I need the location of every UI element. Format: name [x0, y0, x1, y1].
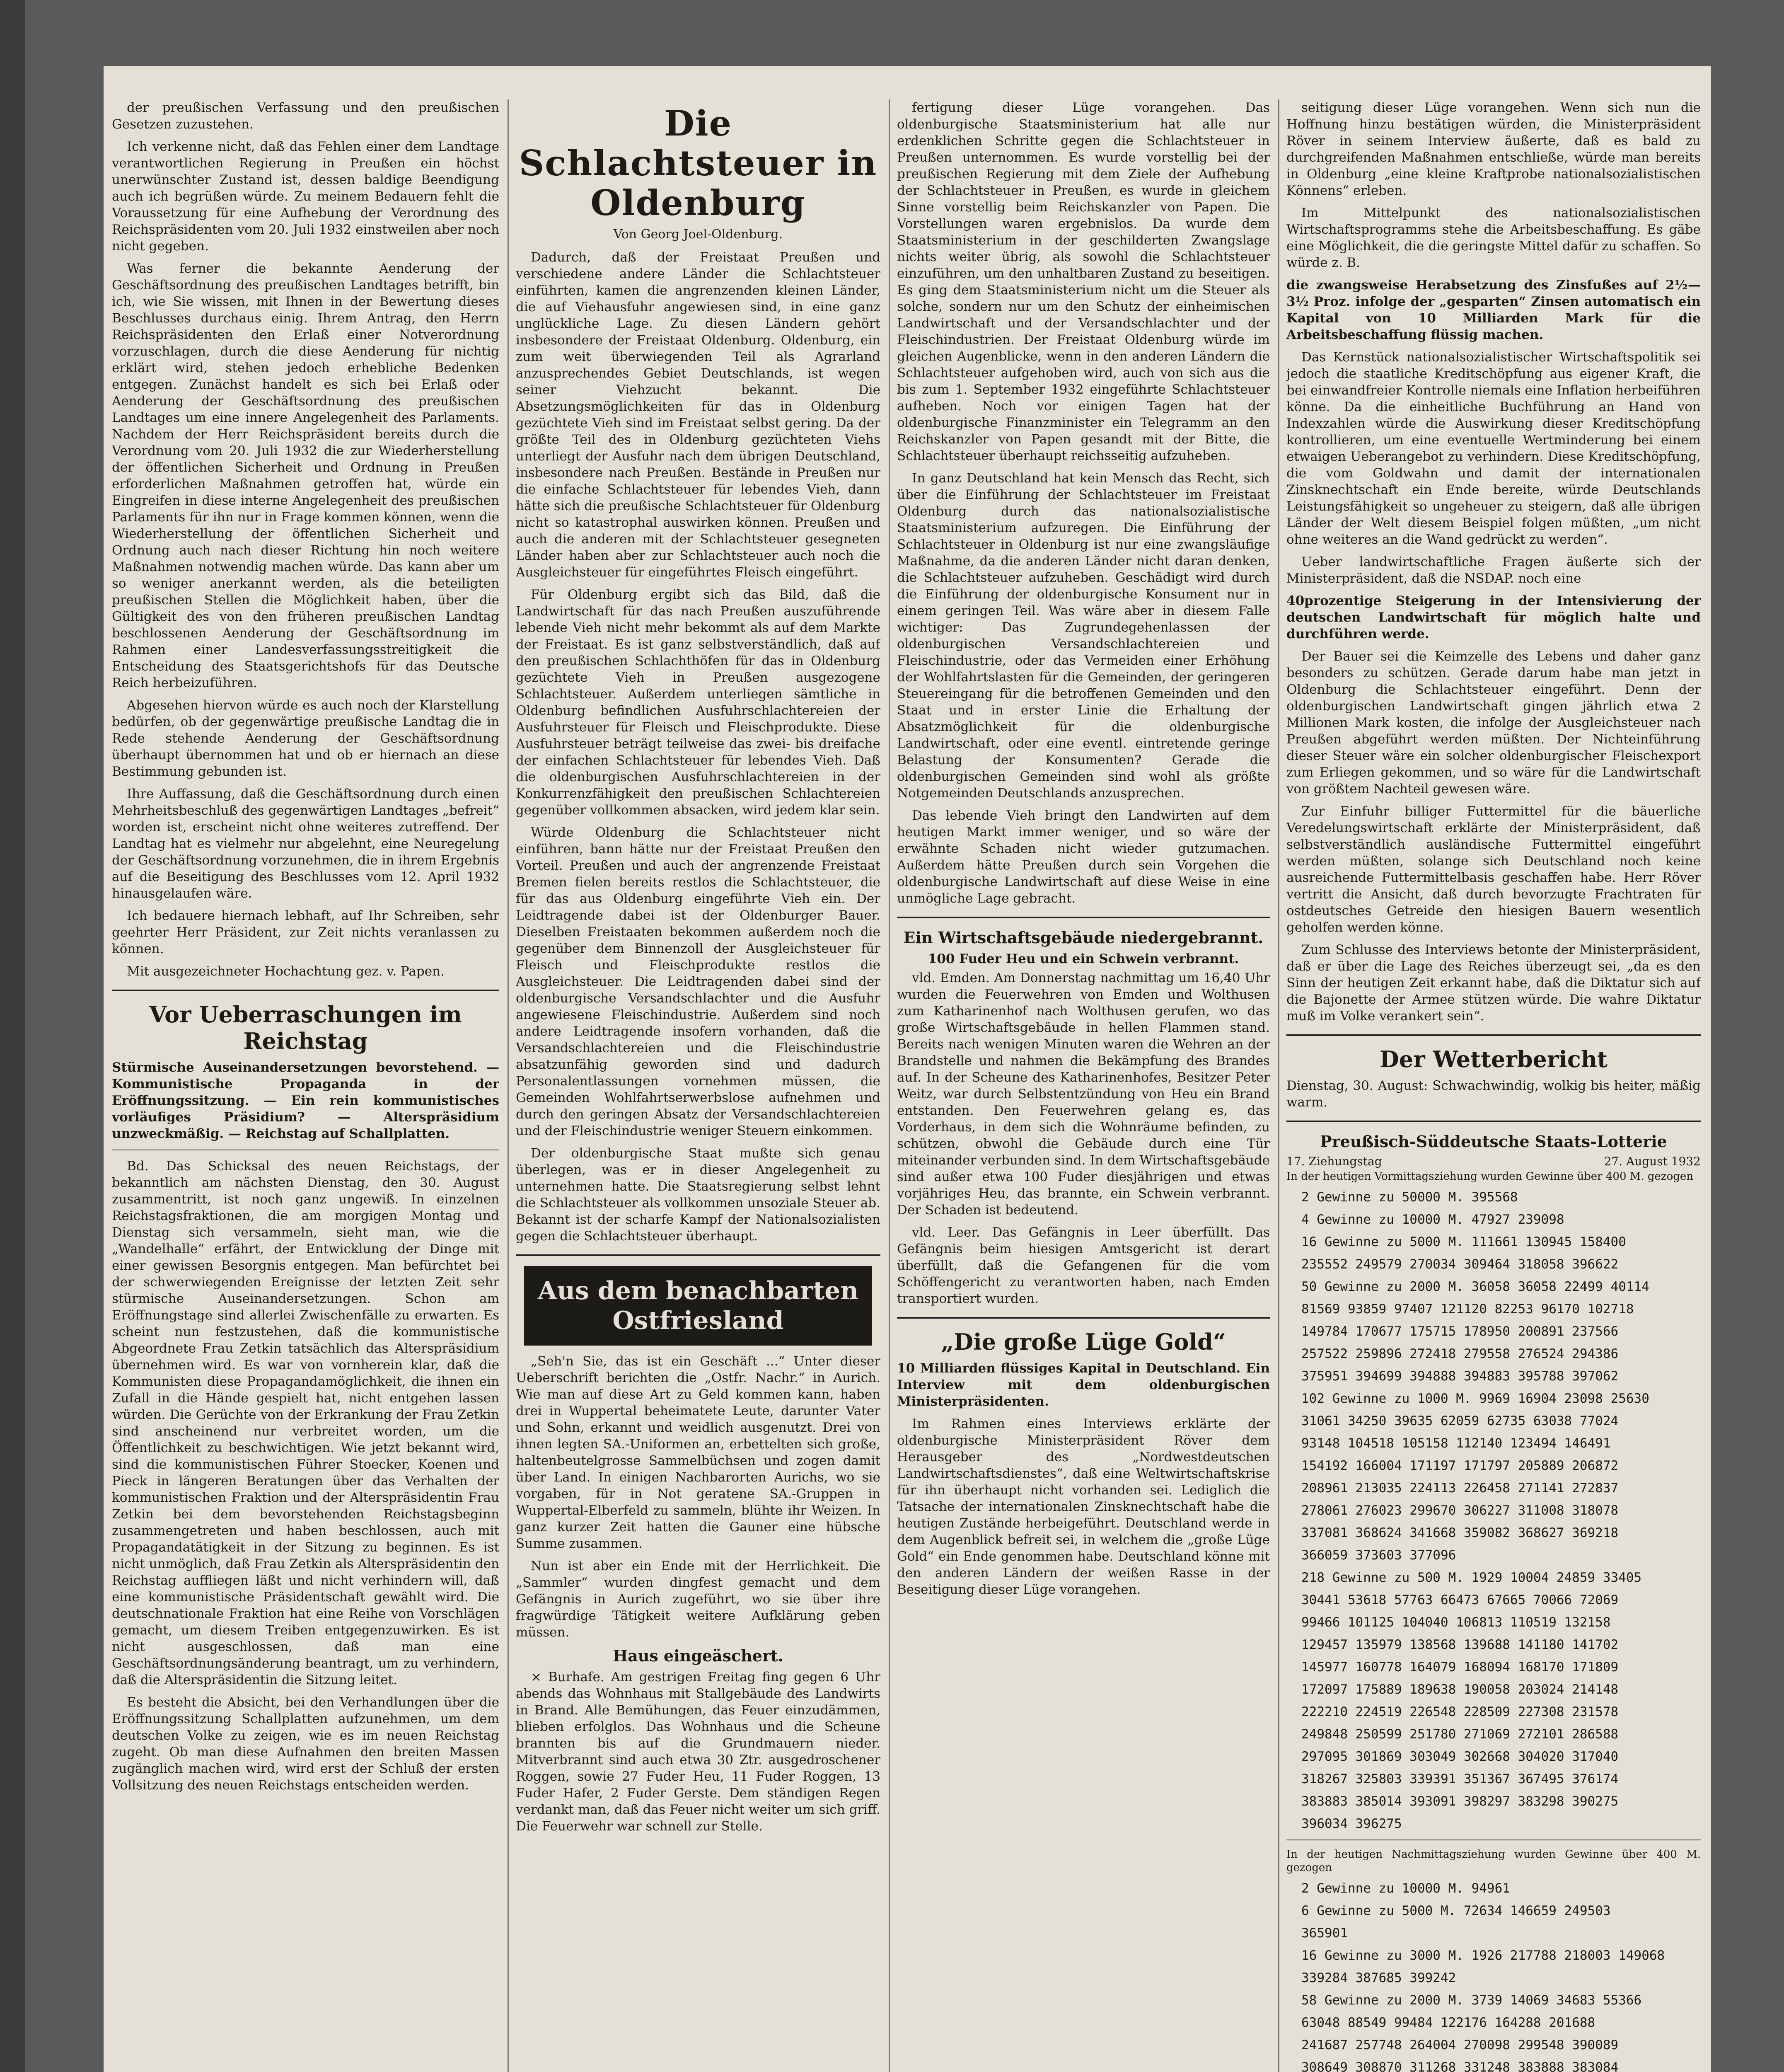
paragraph: Was ferner die bekannte Aenderung der Geschäftsordnung des preußischen Landtages betrifft, bin ich, wie Sie wissen, mit Ihnen in der Bewertung dieses Beschlusses durchaus einig. Ihrem Antrag, den Herrn Reichspräsidenten den Erlaß einer Notverordnung vorzuschlagen, durch die diese Aenderung für nichtig erklärt wird, stehen jedoch erhebliche Bedenken entgegen. Zunächst handelt es sich bei Erlaß oder Aenderung der Geschäftsordnung des preußischen Landtages um eine innere Angelegenheit des Parlaments. Nachdem der Herr Reichspräsident bereits durch die Verordnung vom 20. Juli 1932 die zur Wiederherstellung der öffentlichen Sicherheit und Ordnung in Preußen erforderlichen Maßnahmen getroffen hat, würde ein Eingreifen in diese interne Angelegenheit des preußischen Parlaments für ihn nur in Frage kommen können, wenn die Wiederherstellung der öffentlichen Sicherheit und Ordnung auch nach dieser Richtung hin noch weitere Maßnahmen notwendig machen würde. Das kann aber um so weniger anerkannt werden, als die beteiligten preußischen Stellen die Möglichkeit haben, über die Gültigkeit des von den früheren preußischen Landtag beschlossenen Aenderung der Geschäftsordnung im Rahmen einer Landesverfassungsstreitigkeit die Entscheidung des Staatsgerichtshofs für das Deutsche Reich herbeizuführen. [112, 261, 499, 690]
divider [897, 1317, 1270, 1319]
article-body-gold [897, 1416, 1270, 1598]
paragraph: Der Bauer sei die Keimzelle des Lebens und daher ganz besonders zu schützen. Gerade darum habe man jetzt in Oldenburg die Schlachtsteuer eingeführt. Denn der oldenburgischen Landwirtschaft gingen jährlich etwa 2 Millionen Mark kosten, die infolge der Ausgleichsteuer nach Preußen abgeführt werden müßten. Der Nichteinführung dieser Steuer wäre ein solcher oldenburgischer Fleischexport zum Erliegen gekommen, und so wäre für die Landwirtschaft von größtem Nachteil gewesen wäre. [1286, 649, 1701, 796]
lottery-row: 222210 224519 226548 228509 227308 231578 [1301, 1704, 1619, 1719]
paragraph: der preußischen Verfassung und den preußischen Gesetzen zuzustehen. [112, 100, 499, 132]
paragraph: Der oldenburgische Staat mußte sich genau überlegen, was er in dieser Angelegenheit zu unternehmen hatte. Die Staatsregierung selbst lehnt die Schlachtsteuer als vollkommen unsoziale Steuer ab. Bekannt ist der scharfe Kampf der Nationalsozialisten gegen die Schlachtsteuer überhaupt. [516, 1146, 880, 1244]
lottery-row: 365901 [1301, 1926, 1348, 1941]
article-body-notices [897, 970, 1270, 1307]
headline-wirtschaftsgebaeude: Ein Wirtschaftsgebäude niedergebrannt. [903, 928, 1264, 947]
lottery-row: 50 Gewinne zu 2000 M. 36058 36058 22499 40114 [1301, 1279, 1649, 1294]
paragraph: Es besteht die Absicht, bei den Verhandlungen über die Eröffnungssitzung Schallplatten aufzunehmen, um dem deutschen Volke zu zeigen, wie es im neuen Reichstag zugeht. Ob man diese Aufnahmen den breiten Massen zugänglich machen wird, wird erst der Schluß der ersten Vollsitzung des neuen Reichstags entscheiden werden. [112, 1695, 499, 1793]
lottery-intro-am: In der heutigen Vormittagsziehung wurden Gewinne über 400 M. gezogen [1286, 1170, 1694, 1183]
lottery-row: 278061 276023 299670 306227 311008 318078 [1301, 1503, 1619, 1518]
highlight-zinsfuss: die zwangsweise Herabsetzung des Zinsfußes auf 2½—3½ Proz. infolge der „gesparten“ Zinsen automatisch ein Kapital von 10 Milliarden Mark für die Arbeitsbeschaffung flüssig machen. [1286, 278, 1701, 342]
lottery-row: 145977 160778 164079 168094 168170 171809 [1301, 1660, 1619, 1675]
paragraph: Ueber landwirtschaftliche Fragen äußerte sich der Ministerpräsident, daß die NSDAP. noch eine [1286, 554, 1701, 586]
divider [897, 917, 1270, 918]
lottery-row: 337081 368624 341668 359082 368627 369218 [1301, 1525, 1619, 1540]
paragraph: „Seh'n Sie, das ist ein Geschäft ...“ Unter dieser Ueberschrift berichten die „Ostfr. Nachr.“ in Aurich. Wie man auf diese Art zu Geld kommen kann, haben drei in Wuppertal beheimatete Leute, darunter Vater und Sohn, erkannt und weidlich ausgenutzt. Drei von ihnen legten SA.-Uniformen an, erbettelten sich große, haltenbeutelgrosse Sammelbüchsen und zogen damit über Land. In einigen Nachbarorten Aurichs, wo sie vorgaben, für in Not geratene SA.-Gruppen in Wuppertal-Elberfeld zu sammeln, blühte ihr Weizen. In ganz kurzer Zeit hatten die Gauner eine hübsche Summe zusammen. [516, 1354, 880, 1551]
lottery-row: 81569 93859 97407 121120 82253 96170 102718 [1301, 1302, 1634, 1317]
headline-lotterie: Preußisch-Süddeutsche Staats-Lotterie [1320, 1132, 1667, 1151]
column-4 [1286, 99, 1701, 2072]
lottery-row: 366059 373603 377096 [1301, 1548, 1456, 1563]
paragraph: × Burhafe. Am gestrigen Freitag fing gegen 6 Uhr abends das Wohnhaus mit Stallgebäude des Landwirts in Brand. Alle Bemühungen, das Feuer einzudämmen, blieben erfolglos. Das Wohnhaus und die Scheune brannten bis auf die Grundmauern nieder. Mitverbrannt sind auch etwa 30 Ztr. ausgedroschener Roggen, sowie 27 Fuder Heu, 11 Fuder Roggen, 13 Fuder Hafer, 2 Fuder Gerste. Dem ständigen Regen verdankt man, daß das Feuer nicht weiter um sich griff. Die Feuerwehr war schnell zur Stelle. [516, 1670, 880, 1834]
headline-wetterbericht: Der Wetterbericht [1380, 1046, 1608, 1072]
paragraph: Für Oldenburg ergibt sich das Bild, daß die Landwirtschaft für das nach Preußen auszuführende lebende Vieh nicht mehr bekommt als auf dem Markte der Freistaat. Es ist ganz selbstverständlich, daß auf den preußischen Schlachthöfen für das in Oldenburg gezüchtete Vieh in Preußen ausgezogene Schlachtsteuer. Außerdem unterliegen sämtliche in Oldenburg befindlichen Ausfuhrschlachtereien der Ausfuhrsteuer für Fleisch und Fleischprodukte. Diese Ausfuhrsteuer beträgt teilweise das zwei- bis dreifache der einfachen Schlachtsteuer für lebendes Vieh. Daß die oldenburgischen Ausfuhrschlachtereien in der Konkurrenzfähigkeit den preußischen Schlachtereien gegenüber vollkommen absacken, wird jedem klar sein. [516, 587, 880, 818]
lottery-row: 241687 257748 264004 270098 299548 390089 [1301, 2038, 1619, 2053]
lottery-row: 375951 394699 394888 394883 395788 397062 [1301, 1369, 1619, 1384]
lottery-row: 58 Gewinne zu 2000 M. 3739 14069 34683 55366 [1301, 1993, 1642, 2008]
paragraph: Das lebende Vieh bringt den Landwirten auf dem heutigen Markt immer weniger, und so wäre der erwähnte Schaden nicht wieder gutzumachen. Außerdem hätte Preußen durch sein Vorgehen die oldenburgische Landwirtschaft auf diese Weise in eine unmögliche Lage gebracht. [897, 808, 1270, 906]
lottery-row: 318267 325803 339391 351367 367495 376174 [1301, 1772, 1619, 1786]
article-continuation-interview [1286, 99, 1701, 271]
headline-luege-gold: „Die große Lüge Gold“ [941, 1329, 1226, 1355]
paragraph: fertigung dieser Lüge vorangehen. Das oldenburgische Staatsministerium hat alle nur erdenklichen Schritte gegen die Schlachtsteuer in Preußen unternommen. Es wurde vorstellig bei der preußischen Regierung mit dem Ziele der Aufhebung der Schlachtsteuer in Preußen, es wurde in gleichem Sinne vorstellig beim Reichskanzler von Papen. Die Vorstellungen waren ergebnislos. Da wurde dem Staatsministerium in der geschilderten Zwangslage nichts weiter übrig, als sowohl die Schlachtsteuer einzuführen, um den unhaltbaren Zustand zu beseitigen. Es ging dem Staatsministerium nicht um die Steuer als solche, sondern nur um den Schutz der einheimischen Landwirtschaft und der Versandschlachter und der Fleischindustrien. Der Freistaat Oldenburg würde im gleichen Augenblicke, wenn in den anderen Ländern die Schlachtsteuer aufgehoben wird, auch von sich aus die bis zum 1. September 1932 eingeführte Schlachtsteuer aufheben. Noch vor einigen Tagen hat der oldenburgische Finanzminister ein Telegramm an den Reichskanzler von Papen gesandt mit der Bitte, die Schlachtsteuer überhaupt reichsseitig aufzuheben. [897, 100, 1270, 463]
lottery-row: 218 Gewinne zu 500 M. 1929 10004 24859 33405 [1301, 1570, 1642, 1585]
lottery-row: 208961 213035 224113 226458 271141 272837 [1301, 1481, 1619, 1496]
lottery-day: 17. Ziehungstag [1286, 1155, 1382, 1168]
lottery-row: 4 Gewinne zu 10000 M. 47927 239098 [1301, 1212, 1564, 1227]
headline-schlachtsteuer: Die Schlachtsteuer in Oldenburg [519, 103, 877, 223]
paragraph: Bd. Das Schicksal des neuen Reichstags, der bekanntlich am nächsten Dienstag, den 30. August zusammentritt, ist noch ganz ungewiß. In einzelnen Reichstagsfraktionen, die am morgigen Montag und Dienstag sich versammeln, sieht man, wie die „Wandelhalle“ erfährt, der Entwicklung der Dinge mit einer gewissen Besorgnis entgegen. Man befürchtet bei der schwerwiegenden Ereignisse der letzten Zeit sehr stürmische Auseinandersetzungen. Schon am Eröffnungstage sind allerlei Zwischenfälle zu erwarten. Es scheint nun festzustehen, daß die kommunistische Abgeordnete Frau Zetkin tatsächlich das Alterspräsidium übernehmen wird. Es war von vornherein klar, daß die Kommunisten diese Propagandamöglichkeit, die ihnen ein Zufall in die Hände gespielt hat, nicht entgehen lassen würden. Die Gerüchte von der Erkrankung der Frau Zetkin sind anscheinend nur verbreitet worden, um die Öffentlichkeit zu beschwichtigen. Wie jetzt bekannt wird, sind die kommunistischen Führer Stoecker, Koenen und Pieck in längeren Beratungen über das Verhalten der kommunistischen Fraktion und der Alterspräsidentin Frau Zetkin bei dem bevorstehenden Reichstagsbeginn zusammengetreten und haben beschlossen, auch mit Propagandatätigkeit in der Sitzung zu beginnen. Es ist nicht unmöglich, daß Frau Zetkin als Alterspräsidentin den Reichstag auffliegen läßt und nicht verhindern will, daß eine kommunistische Präsidentschaft gewählt wird. Die deutschnationale Fraktion hat eine Reihe von Vorschlägen gemacht, um diesem Treiben entgegenzuwirken. Es ist nicht ausgeschlossen, daß man eine Geschäftsordnungsänderung beantragt, um zu verhindern, daß die Alterspräsidentin die Sitzung leitet. [112, 1159, 499, 1687]
lottery-row: 93148 104518 105158 112140 123494 146491 [1301, 1436, 1611, 1451]
lottery-row: 129457 135979 138568 139688 141180 141702 [1301, 1637, 1619, 1652]
lottery-row: 154192 166004 171197 171797 205889 206872 [1301, 1458, 1619, 1473]
article-body-reichstag [112, 1158, 499, 1794]
divider [112, 990, 499, 991]
newspaper-page [104, 66, 1711, 2072]
lottery-row: 99466 101125 104040 106813 110519 132158 [1301, 1615, 1611, 1630]
subheadline-gold: 10 Milliarden flüssiges Kapital in Deutschland. Ein Interview mit dem oldenburgischen Ministerpräsidenten. [897, 1361, 1270, 1409]
paragraph: vld. Emden. Am Donnerstag nachmittag um 16,40 Uhr wurden die Feuerwehren von Emden und Wolthusen zum Katharinenhof nach Wolthusen gerufen, wo das große Wirtschaftsgebäude in hellen Flammen stand. Bereits nach wenigen Minuten waren die Wehren an der Brandstelle und nahmen die Bekämpfung des Brandes auf. In der Scheune des Katharinenhofes, Besitzer Peter Weitz, war durch Selbstentzündung von Heu ein Brand entstanden. Den Feuerwehren gelang es, das Vorderhaus, in dem sich die Wohnräume befinden, zu schützen, obwohl die Gebäude durch eine Tür miteinander verbunden sind. In dem Wirtschaftsgebäude sind außer etwa 100 Fuder diesjährigen und etwas vorjähriges Heu, das brannte, ein Schwein verbrannt. Der Schaden ist bedeutend. [897, 971, 1270, 1218]
article-body-interview-2 [1286, 648, 1701, 1024]
paragraph: Nun ist aber ein Ende mit der Herrlichkeit. Die „Sammler“ wurden dingfest gemacht und dem Gefängnis in Aurich zugeführt, wo sie über ihre fragwürdige Tätigkeit weitere Aufklärung geben müssen. [516, 1559, 880, 1640]
lottery-row: 257522 259896 272418 279558 276524 294386 [1301, 1346, 1619, 1361]
paragraph: Mit ausgezeichneter Hochachtung gez. v. Papen. [127, 964, 445, 979]
lottery-row: 396034 396275 [1301, 1816, 1402, 1831]
divider [1286, 1034, 1701, 1036]
paragraph: Das Kernstück nationalsozialistischer Wirtschaftspolitik sei jedoch die staatliche Kreditschöpfung aus eigener Kraft, die bei einwandfreier Kontrolle niemals eine Inflation herbeiführen könne. Da die einheitliche Buchführung an Hand von Indexzahlen würde die Auswirkung dieser Kreditschöpfung kontrollieren, um eine eventuelle Wertminderung bei einem etwaigen Ueberangebot zu verhindern. Diese Kreditschöpfung, die vom Goldwahn und damit der internationalen Zinsknechtschaft ein Ende bereite, würde Deutschlands Leistungsfähigkeit so ungeheuer zu steigern, daß alle übrigen Länder der Welt diesem Beispiel folgen müßten, „um nicht ohne weiteres an die Wand gedrückt zu werden“. [1286, 350, 1701, 547]
paragraph: Zum Schlusse des Interviews betonte der Ministerpräsident, daß er über die Lage des Reiches überzeugt sei, „da es den Sinn der heutigen Zeit erkannt habe, daß die Diktatur sich auf die Bajonette der Armee stützen würde. Die wahre Diktatur muß im Volke verankert sein“. [1286, 942, 1701, 1024]
paragraph: Würde Oldenburg die Schlachtsteuer nicht einführen, bann hätte nur der Freistaat Preußen den Vorteil. Preußen und auch der angrenzende Freistaat Bremen fielen bereits restlos die Schlachtsteuer, die für das aus Oldenburg eingeführte Vieh ein. Der Leidtragende dabei ist der Oldenburger Bauer. Dieselben Freistaaten bekommen außerdem noch die gegenüber dem Binnenzoll der Ausgleichsteuer für Fleisch und Fleischprodukte restlos die Ausgleichsteuer. Die Leidtragenden dabei sind der oldenburgische Versandschlachter und die Ausfuhr angewiesene Fleischindustrie. Außerdem sind noch andere Leidtragende insofern vorhanden, daß die Versandschlachtereien und die Fleischindustrie absatzunfähig geworden sind und dadurch Personalentlassungen vornehmen müssen, die Gemeinden Wohlfahrtserwerbslose aufnehmen und durch den geringen Absatz der Versandschlachtereien und der Fleischindustrie weniger Steuern einkommen. [516, 825, 880, 1138]
weather-text: Dienstag, 30. August: Schwachwindig, wolkig bis heiter, mäßig warm. [1286, 1078, 1701, 1110]
divider [516, 1254, 880, 1256]
lottery-row: 2 Gewinne zu 10000 M. 94961 [1301, 1881, 1510, 1896]
column-divider [508, 99, 509, 2072]
headline-reichstag: Vor Ueberraschungen im Reichstag [149, 1001, 462, 1054]
lottery-results-am [1286, 1189, 1701, 1832]
column-divider [1278, 99, 1279, 2072]
lottery-results-pm [1286, 1880, 1701, 2072]
lottery-row: 102 Gewinne zu 1000 M. 9969 16904 23098 25630 [1301, 1391, 1649, 1406]
paragraph: Ihre Auffassung, daß die Geschäftsordnung durch einen Mehrheitsbeschluß des gegenwärtigen Landtages „befreit“ worden ist, erscheint nicht ohne weiteres zutreffend. Der Landtag hat es vielmehr nur abgelehnt, eine Neuregelung der Geschäftsordnung vorzunehmen, die in ihrem Ergebnis auf die Beseitigung des Beschlusses vom 12. April 1932 hinausgelaufen wäre. [112, 787, 499, 901]
paragraph: Dadurch, daß der Freistaat Preußen und verschiedene andere Länder die Schlachtsteuer einführten, kamen die angrenzenden kleinen Länder, die auf Viehausfuhr angewiesen sind, in eine ganz unglückliche Lage. Zu diesen Ländern gehört insbesondere der Freistaat Oldenburg. Oldenburg, ein zum weit überwiegenden Teil als Agrarland anzusprechendes Gebiet Deutschlands, ist wegen seiner Viehzucht bekannt. Die Absetzungsmöglichkeiten für das in Oldenburg gezüchtete Vieh sind im Freistaat selbst gering. Da der größte Teil des in Oldenburg gezüchteten Viehs unterliegt der Ausfuhr nach dem übrigen Deutschland, insbesondere nach Preußen. Bestände in Preußen nur die einfache Schlachtsteuer für lebendes Vieh, dann hätte sich die preußische Schlachtsteuer für Oldenburg nicht so katastrophal auswirken können. Preußen und auch die anderen mit der Schlachtsteuer gesegneten Länder haben aber zur Schlachtsteuer auch noch die Ausgleichsteuer für eingeführtes Fleisch eingeführt. [516, 250, 880, 580]
section-heading-ostfriesland: Aus dem benachbarten Ostfriesland [524, 1266, 872, 1346]
lottery-row: 30441 53618 57763 66473 67665 70066 72069 [1301, 1593, 1619, 1607]
paragraph: Ich verkenne nicht, daß das Fehlen einer dem Landtage verantwortlichen Regierung in Preußen ein höchst unerwünschter Zustand ist, dessen baldige Beendigung auch ich begrüßen würde. Zu meinem Bedauern fehlt die Voraussetzung für eine Aufhebung der Verordnung des Reichspräsidenten vom 20. Juli 1932 einstweilen aber noch nicht gegeben. [112, 139, 499, 254]
highlight-landwirtschaft: 40prozentige Steigerung in der Intensivierung der deutschen Landwirtschaft für möglich halte und durchführen werde. [1286, 593, 1701, 641]
paragraph: Abgesehen hiervon würde es auch noch der Klarstellung bedürfen, ob der gegenwärtige preußische Landtag die in Rede stehende Aenderung der Geschäftsordnung überhaupt übernommen hat und ob er hiernach an diese Bestimmung gebunden ist. [112, 698, 499, 779]
lottery-intro-pm: In der heutigen Nachmittagsziehung wurden Gewinne über 400 M. gezogen [1286, 1848, 1701, 1874]
lottery-row: 16 Gewinne zu 5000 M. 111661 130945 158400 [1301, 1234, 1626, 1249]
column-divider [889, 99, 890, 2072]
article-body-fire [516, 1669, 880, 1835]
paragraph: Zur Einfuhr billiger Futtermittel für die bäuerliche Veredelungswirtschaft erklärte der Ministerpräsident, daß selbstverständlich ausländische Futtermittel eingeführt werden müßten, solange sich Deutschland noch keine ausreichende Futtermittelbasis geschaffen habe. Herr Röver vertritt die Ansicht, daß durch bevorzugte Frachtraten für ostdeutsches Getreide den hiesigen Bauern wesentlich geholfen werden könne. [1286, 804, 1701, 935]
paragraph: Im Mittelpunkt des nationalsozialistischen Wirtschaftsprogramms stehe die Arbeitsbeschaffung. Es gäbe eine Möglichkeit, die die geringste Mittel dafür zu schaffen. So würde z. B. [1286, 206, 1701, 270]
lottery-row: 63048 88549 99484 122176 164288 201688 [1301, 2015, 1595, 2030]
subheading-haus: Haus eingeäschert. [613, 1646, 783, 1665]
divider [1286, 1121, 1701, 1122]
lottery-row: 383883 385014 393091 398297 383298 390275 [1301, 1794, 1619, 1809]
lottery-row: 235552 249579 270034 309464 318058 396622 [1301, 1257, 1619, 1272]
lottery-row: 172097 175889 189638 190058 203024 214148 [1301, 1682, 1619, 1697]
article-body-interview [1286, 349, 1701, 587]
column-2 [516, 99, 880, 2072]
paragraph: In ganz Deutschland hat kein Mensch das Recht, sich über die Einführung der Schlachtsteuer im Freistaat Oldenburg durch das nationalsozialistische Staatsministerium aufzuregen. Die Einführung der Schlachtsteuer in Oldenburg ist nur eine zwangsläufige Maßnahme, da die anderen Länder nicht daran denken, die Schlachtsteuer aufzuheben. Geschädigt wird durch die Einführung der oldenburgische Konsument nur in einem geringen Teil. Was wäre aber in diesem Falle wichtiger: Das Zugrundegehenlassen der oldenburgischen Versandschlachtereien und Fleischindustrie, oder das Vermeiden einer Erhöhung der Wohlfahrtslasten für die Gemeinden, der geringeren Steuereingang für die betroffenen Gemeinden und den Staat und in erster Linie die Erhaltung der Absatzmöglichkeit für die oldenburgische Landwirtschaft, oder eine eventl. eintretende geringe Belastung der Konsumenten? Gerade die oldenburgischen Gemeinden sind wohl als größte Notgemeinden Deutschlands anzusprechen. [897, 471, 1270, 801]
lottery-row: 249848 250599 251780 271069 272101 286588 [1301, 1727, 1619, 1742]
lottery-date: 27. August 1932 [1604, 1155, 1701, 1168]
article-continuation-schlachtsteuer [897, 99, 1270, 907]
lottery-row: 339284 387685 399242 [1301, 1970, 1456, 1985]
lottery-row: 297095 301869 303049 302668 304020 317040 [1301, 1749, 1619, 1764]
subheadline: 100 Fuder Heu und ein Schwein verbrannt. [928, 951, 1239, 966]
lottery-row: 2 Gewinne zu 50000 M. 395568 [1301, 1190, 1518, 1205]
lottery-date-line [1286, 1155, 1701, 1168]
lottery-row: 308649 308870 311268 331248 383888 383084 [1301, 2060, 1619, 2072]
article-body-ostfriesland [516, 1353, 880, 1641]
paragraph: seitigung dieser Lüge vorangehen. Wenn sich nun die Hoffnung hinzu bestätigen würden, die Ministerpräsident Röver in seinem Interview äußerte, daß es bald zu durchgreifenden Maßnahmen entschließe, würde man bereits in Oldenburg „eine kleine Kraftprobe nationalsozialistischen Könnens“ erleben. [1286, 100, 1701, 198]
column-3 [897, 99, 1270, 2072]
lottery-row: 149784 170677 175715 178950 200891 237566 [1301, 1324, 1619, 1339]
column-1 [112, 99, 499, 2072]
paragraph: Im Rahmen eines Interviews erklärte der oldenburgische Ministerpräsident Röver dem Herausgeber des „Nordwestdeutschen Landwirtschaftsdienstes“, daß eine Weltwirtschaftskrise für ihn überhaupt nicht vorhanden sei. Lediglich die Tatsache der internationalen Zinsknechtschaft habe die heutigen Zustände herbeigeführt. Deutschland werde in dem Augenblick befreit sei, in welchem die „große Lüge Gold“ ein Ende genommen habe. Deutschland könne mit den anderen Ländern der weißen Rasse in der Beseitigung dieser Lüge vorangehen. [897, 1416, 1270, 1597]
lottery-row: 31061 34250 39635 62059 62735 63038 77024 [1301, 1414, 1619, 1428]
article-body-schlachtsteuer [516, 249, 880, 1244]
paragraph: Ich bedauere hiernach lebhaft, auf Ihr Schreiben, sehr geehrter Herr Präsident, zur Zeit nichts veranlassen zu können. [112, 908, 499, 956]
lottery-row: 6 Gewinne zu 5000 M. 72634 146659 249503 [1301, 1903, 1611, 1918]
book-spine [0, 0, 25, 2072]
article-summary: Stürmische Auseinandersetzungen bevorstehend. — Kommunistische Propaganda in der Eröffnungssitzung. — Ein rein kommunistisches vorläufiges Präsidium? — Alterspräsidium unzweckmäßig. — Reichstag auf Schallplatten. [112, 1060, 499, 1141]
lottery-row: 16 Gewinne zu 3000 M. 1926 217788 218003 149068 [1301, 1948, 1665, 1963]
paragraph: vld. Leer. Das Gefängnis in Leer überfüllt. Das Gefängnis beim hiesigen Amtsgericht ist derart überfüllt, daß die Gefangenen für die vom Schöffengericht zu verantworten haben, nach Emden transportiert wurden. [897, 1225, 1270, 1306]
article-continuation [112, 99, 499, 980]
byline: Von Georg Joel-Oldenburg. [613, 227, 783, 242]
